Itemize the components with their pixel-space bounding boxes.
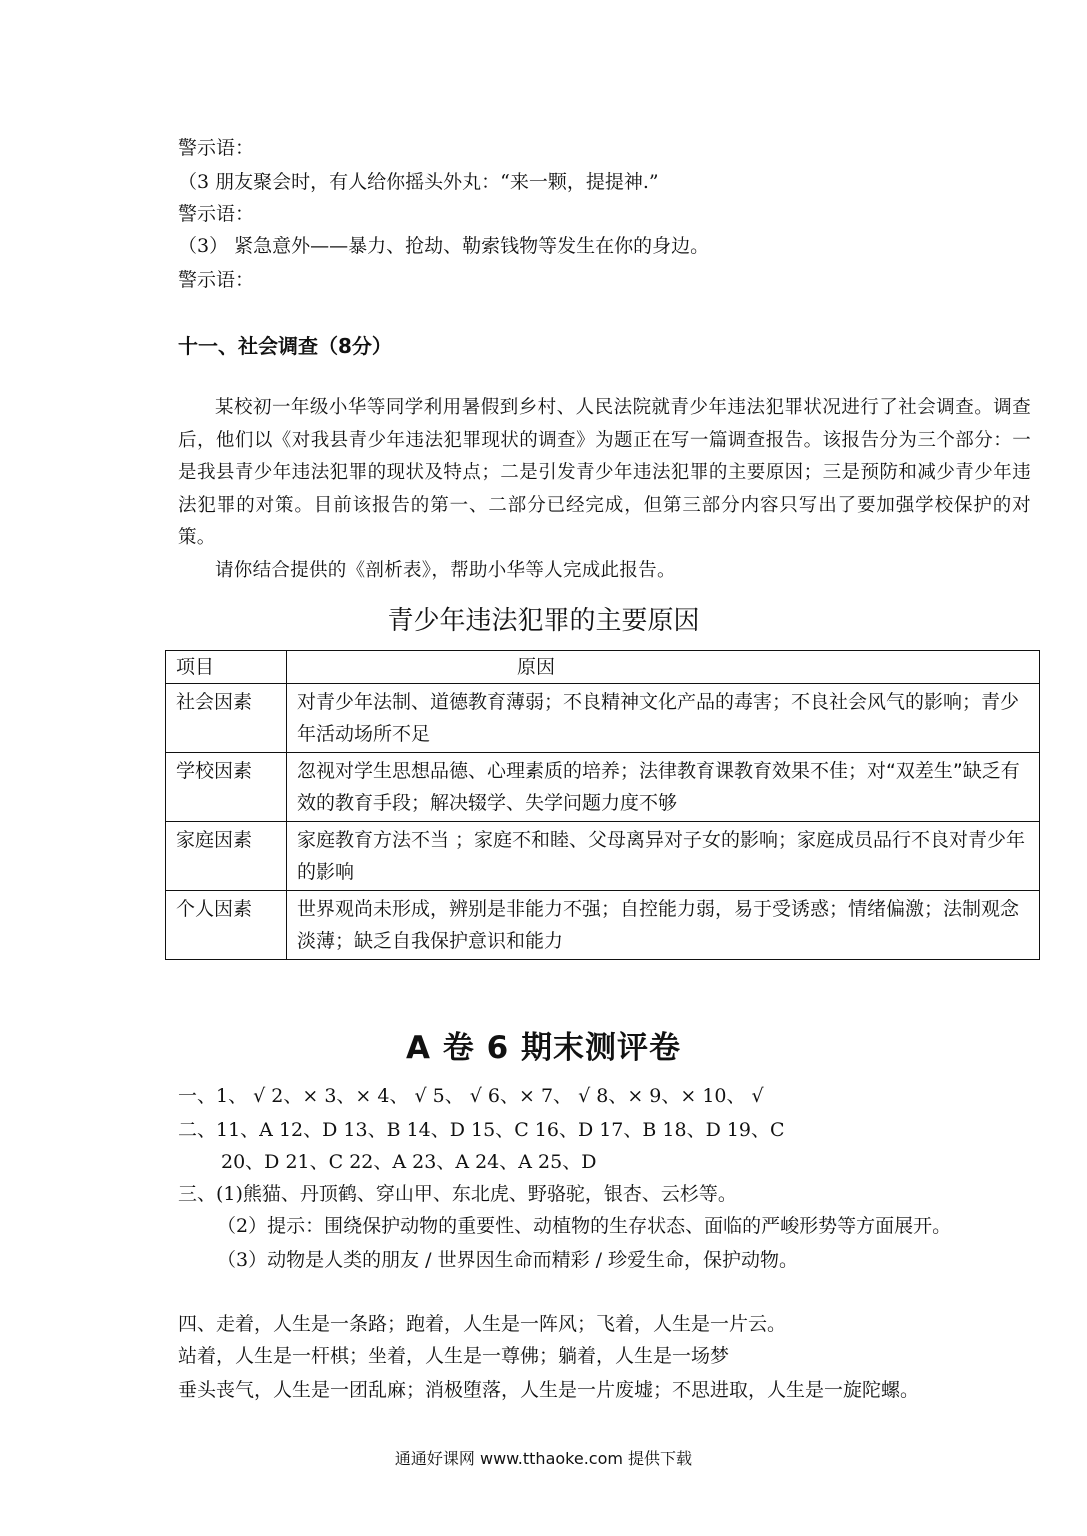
row-item: 学校因素 <box>166 753 287 822</box>
answer-part-4-2: 站着，人生是一杆棋；坐着，人生是一尊佛；躺着，人生是一场梦 <box>178 1345 730 1367</box>
table-header-row <box>166 651 1040 684</box>
table-row <box>166 684 1040 753</box>
scenario-3-line: （3 朋友聚会时，有人给你摇头外丸：“来一颗，提提神.” <box>178 171 659 193</box>
answer-part-3-3: （3）动物是人类的朋友 / 世界因生命而精彩 / 珍爱生命，保护动物。 <box>217 1249 799 1271</box>
row-item: 社会因素 <box>166 684 287 753</box>
warning-label-3: 警示语： <box>178 269 255 291</box>
header-reason: 原因 <box>287 651 1040 684</box>
section-paragraph-1: 某校初一年级小华等同学利用暑假到乡村、人民法院就青少年违法犯罪状况进行了社会调查。调查后，他们以《对我县青少年违法犯罪现状的调查》为题正在写一篇调查报告。该报告分为三个部分：一是我县青少年违法犯罪的现状及特点；二是引发青少年违法犯罪的主要原因；三是预防和减少青少年违法犯罪的对策。目前该报告的第一、二部分已经完成，但第三部分内容只写出了要加强学校保护的对策。 <box>178 397 1031 548</box>
row-reason: 对青少年法制、道德教育薄弱；不良精神文化产品的毒害；不良社会风气的影响；青少年活动场所不足 <box>287 684 1040 753</box>
footer-credit: 通通好课网 www.tthaoke.com 提供下载 <box>394 1449 693 1468</box>
table-row <box>166 822 1040 891</box>
answer-part-4-3: 垂头丧气，人生是一团乱麻；消极堕落，人生是一片废墟；不思进取，人生是一旋陀螺。 <box>178 1379 920 1401</box>
answer-part-3: 三、(1)熊猫、丹顶鹤、穿山甲、东北虎、野骆驼，银杏、云杉等。 <box>178 1183 737 1205</box>
row-reason: 世界观尚未形成，辨别是非能力不强；自控能力弱，易于受诱惑；情绪偏激；法制观念淡薄；缺乏自我保护意识和能力 <box>287 891 1040 960</box>
table-title: 青少年违法犯罪的主要原因 <box>387 606 700 636</box>
row-item: 个人因素 <box>166 891 287 960</box>
scenario-3b-line: （3） 紧急意外——暴力、抢劫、勒索钱物等发生在你的身边。 <box>178 235 710 257</box>
warning-label-2: 警示语： <box>178 203 255 225</box>
table-row <box>166 753 1040 822</box>
warning-label-1: 警示语： <box>178 137 255 159</box>
section-body <box>178 392 1031 587</box>
header-item: 项目 <box>166 651 287 684</box>
row-reason: 忽视对学生思想品德、心理素质的培养；法律教育课教育效果不佳；对“双差生”缺乏有效的教育手段；解决辍学、失学问题力度不够 <box>287 753 1040 822</box>
answer-part-3-2: （2）提示：围绕保护动物的重要性、动植物的生存状态、面临的严峻形势等方面展开。 <box>217 1215 952 1237</box>
section-title: 十一、社会调查（8分） <box>178 334 392 358</box>
section-paragraph-2: 请你结合提供的《剖析表》，帮助小华等人完成此报告。 <box>215 559 676 581</box>
paper-title: A 卷 6 期末测评卷 <box>406 1030 681 1066</box>
row-item: 家庭因素 <box>166 822 287 891</box>
table-row <box>166 891 1040 960</box>
answer-part-2: 二、11、A 12、D 13、B 14、D 15、C 16、D 17、B 18、D 19、C <box>178 1119 785 1141</box>
answer-part-4: 四、走着，人生是一条路；跑着，人生是一阵风；飞着，人生是一片云。 <box>178 1313 787 1335</box>
reason-table <box>165 650 1040 960</box>
answer-part-2-cont: 20、D 21、C 22、A 23、A 24、A 25、D <box>221 1151 597 1173</box>
answer-part-1: 一、1、 √ 2、× 3、× 4、 √ 5、 √ 6、× 7、 √ 8、× 9、× 10、 √ <box>178 1085 764 1107</box>
row-reason: 家庭教育方法不当 ；家庭不和睦、父母离异对子女的影响；家庭成员品行不良对青少年的影响 <box>287 822 1040 891</box>
